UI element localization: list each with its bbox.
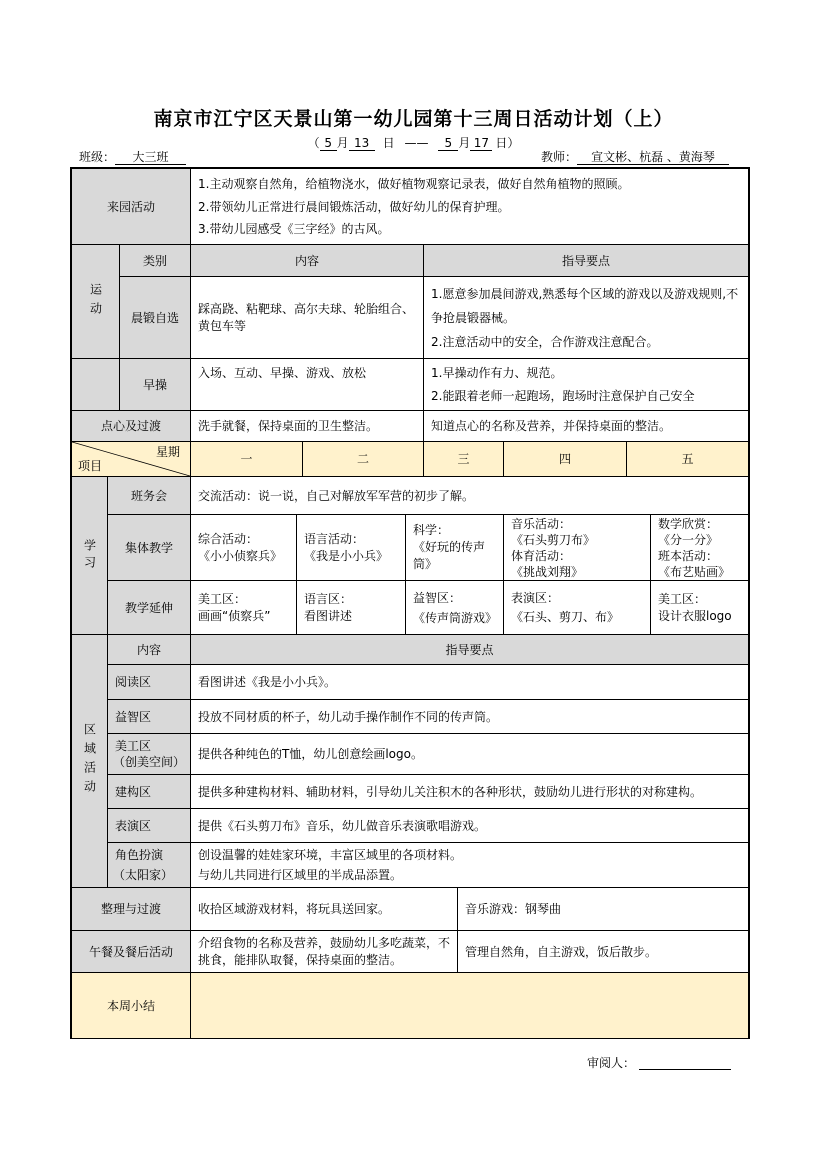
morning-line: 2.带领幼儿正常进行晨间锻炼活动，做好幼儿的保育护理。 [198,199,510,214]
area-label-line: 美工区 [115,739,152,753]
cell-line: 综合活动： [198,531,259,546]
sports-category-exercise: 早操 [119,358,191,411]
date-close-paren: ） [507,136,520,150]
weekday-mon: 一 [190,441,303,477]
snack-content-text: 洗手就餐，保持桌面的卫生整洁。 [198,419,379,433]
cell-line: 《挑战刘翔》 [511,564,584,579]
weekday-corner-cell [71,441,191,477]
cell-line: 《石头、剪刀、布》 [511,609,620,624]
cell-line: 《小小侦察兵》 [198,548,283,563]
reviewer [587,1056,731,1070]
lunch-left [190,930,458,973]
class-value: 大三班 [115,150,186,165]
teaching-extension-tue [296,580,406,635]
date-dash: —— [404,136,429,150]
teaching-extension-label: 教学延伸 [107,580,191,635]
sports-header-category: 类别 [119,244,191,277]
teaching-extension-mon [190,580,297,635]
cell-line: 音乐活动： [511,516,572,531]
lunch-left-text: 介绍食物的名称及营养，鼓励幼儿多吃蔬菜，不挑食，能排队取餐，保持桌面的整洁。 [198,935,451,967]
summary-content [190,972,749,1039]
sports-content-text: 入场、互动、早操、游戏、放松 [198,366,367,380]
reviewer-label: 审阅人： [587,1056,636,1070]
day-char: 日 [382,136,395,150]
morning-line: 1.主动观察自然角，给植物浇水，做好植物观察记录表，做好自然角植物的照顾。 [198,176,630,191]
page-title: 南京市江宁区天景山第一幼儿园第十三周日活动计划（上） [153,108,674,130]
month-char: 月 [458,136,471,150]
group-teaching-fri [650,514,749,581]
lunch-right [457,930,749,973]
area-roleplay-label [107,842,191,888]
class-info [79,150,186,165]
cell-line: 设计衣服logo [658,608,732,623]
day-char: 日 [495,136,508,150]
area-label-line: 益智区 [115,709,152,724]
cell-line: 益智区： [413,590,462,605]
morning-line: 3.带幼儿园感受《三字经》的古风。 [198,222,390,237]
group-teaching-label: 集体教学 [107,514,191,581]
area-label-line: （创美空间） [113,755,186,769]
weekday-thu: 四 [503,441,627,477]
date-open-paren: （ [307,136,320,150]
area-reading-guide [190,664,749,700]
cell-line: 班本活动： [658,548,719,563]
snack-guide [423,410,749,442]
corner-weekday-label: 星期 [155,445,180,459]
area-guide-line: 创设温馨的娃娃家环境，丰富区域里的各项材料。 [198,848,463,862]
area-section-label [71,634,108,888]
sports-section-label [71,244,120,359]
cell-line: 表演区： [511,590,560,605]
sports-guide-morning-exercise [423,276,749,359]
sports-guide-line: 2.能跟着老师一起跑场，跑场时注意保护自己安全 [431,389,695,403]
area-puzzle-label [107,699,191,734]
cell-line: 《石头剪刀布》 [511,532,596,547]
cell-line: 《分一分》 [658,532,719,547]
weekday-wed: 三 [423,441,504,477]
area-puzzle-guide [190,699,749,734]
area-guide-line: 提供《石头剪刀布》音乐，幼儿做音乐表演歌唱游戏。 [198,818,487,833]
cell-line: 《好玩的传声筒》 [413,540,486,571]
reviewer-signature-line [639,1057,731,1070]
area-guide-line: 与幼儿共同进行区域里的半成品添置。 [198,868,403,882]
sports-label: 运动 [88,282,103,321]
end-day: 17 [470,136,492,151]
cell-line: 语言区： [304,591,353,606]
area-art-guide [190,733,749,775]
class-meeting-label: 班务会 [107,476,191,515]
weekday-fri: 五 [626,441,749,477]
lunch-right-text: 管理自然角，自主游戏，饭后散步。 [465,944,658,959]
sports-content-exercise [190,358,424,411]
teaching-extension-fri [650,580,749,635]
snack-guide-text: 知道点心的名称及营养，并保持桌面的整洁。 [431,419,672,433]
class-meeting-content [190,476,749,515]
class-meeting-text: 交流活动：说一说，自己对解放军军营的初步了解。 [198,488,475,503]
weekday-tue: 二 [302,441,424,477]
lunch-label: 午餐及餐后活动 [71,930,191,973]
start-day: 13 [349,136,375,151]
area-construction-guide [190,774,749,809]
teacher-label: 教师： [541,150,578,164]
area-header-guide: 指导要点 [190,634,749,665]
area-guide-line: 提供多种建构材料、辅助材料，引导幼儿关注积木的各种形状，鼓励幼儿进行形状的对称建构。 [198,784,703,799]
class-label: 班级： [79,150,116,164]
snack-label: 点心及过渡 [71,410,191,442]
area-guide-line: 看图讲述《我是小小兵》。 [198,675,337,689]
cell-line: 美工区： [198,591,247,606]
sports-empty-cell [71,358,120,411]
sports-category-morning-exercise: 晨锻自选 [119,276,191,359]
area-label-line: （太阳家） [113,868,174,882]
date-range [0,134,827,151]
cell-line: 体育活动： [511,548,572,563]
month-char: 月 [336,136,349,150]
teaching-extension-wed [405,580,504,635]
area-guide-line: 提供各种纯色的T恤，幼儿创意绘画logo。 [198,747,423,761]
area-label-line: 建构区 [115,784,152,799]
cell-line: 科学： [413,523,450,537]
corner-item-label: 项目 [78,459,103,473]
area-header-content: 内容 [107,634,191,665]
sports-guide-exercise [423,358,749,411]
cell-line: 《我是小小兵》 [304,548,389,563]
cell-line: 语言活动： [304,531,365,546]
morning-label: 来园活动 [71,168,191,245]
group-teaching-mon [190,514,297,581]
area-guide-line: 投放不同材质的杯子，幼儿动手操作制作不同的传声筒。 [198,709,499,724]
sports-header-guide: 指导要点 [423,244,749,277]
area-roleplay-guide [190,842,749,888]
area-construction-label [107,774,191,809]
sports-guide-line: 1.早操动作有力、规范。 [431,366,563,380]
tidy-label: 整理与过渡 [71,887,191,931]
cell-line: 看图讲述 [304,608,353,623]
teacher-value: 宣文彬、杭磊 、黄海琴 [577,150,729,165]
sports-content-morning-exercise [190,276,424,359]
sports-guide-line: 2.注意活动中的安全，合作游戏注意配合。 [431,334,659,349]
cell-line: 画画“侦察兵” [198,608,271,623]
cell-line: 数学欣赏： [658,516,719,531]
area-reading-label [107,664,191,700]
cell-line: 《布艺贴画》 [658,564,731,579]
teacher-info [541,150,729,165]
cell-line: 美工区： [658,591,707,606]
sports-header-content: 内容 [190,244,424,277]
group-teaching-tue [296,514,406,581]
summary-label: 本周小结 [71,972,191,1039]
group-teaching-wed [405,514,504,581]
morning-content [190,168,749,245]
area-performance-guide [190,808,749,843]
area-art-label [107,733,191,775]
area-performance-label [107,808,191,843]
teaching-extension-thu [503,580,651,635]
sports-guide-line: 1.愿意参加晨间游戏,熟悉每个区域的游戏以及游戏规则,不争抢晨锻器械。 [431,286,739,325]
area-label: 区域活动 [82,723,97,799]
study-label: 学习 [82,538,97,573]
tidy-right-text: 音乐游戏：钢琴曲 [465,902,562,916]
area-label-line: 表演区 [115,818,152,833]
study-section-label [71,476,108,635]
tidy-left-text: 收拾区域游戏材料，将玩具送回家。 [198,902,391,916]
area-label-line: 角色扮演 [115,848,164,862]
end-month: 5 [438,136,458,151]
tidy-right [457,887,749,931]
snack-content [190,410,424,442]
tidy-left [190,887,458,931]
area-label-line: 阅读区 [115,675,152,689]
cell-line: 《传声筒游戏》 [413,610,498,625]
sports-content-text: 踩高跷、粘靶球、高尔夫球、轮胎组合、黄包车等 [198,301,415,333]
start-month: 5 [320,136,337,151]
group-teaching-thu [503,514,651,581]
